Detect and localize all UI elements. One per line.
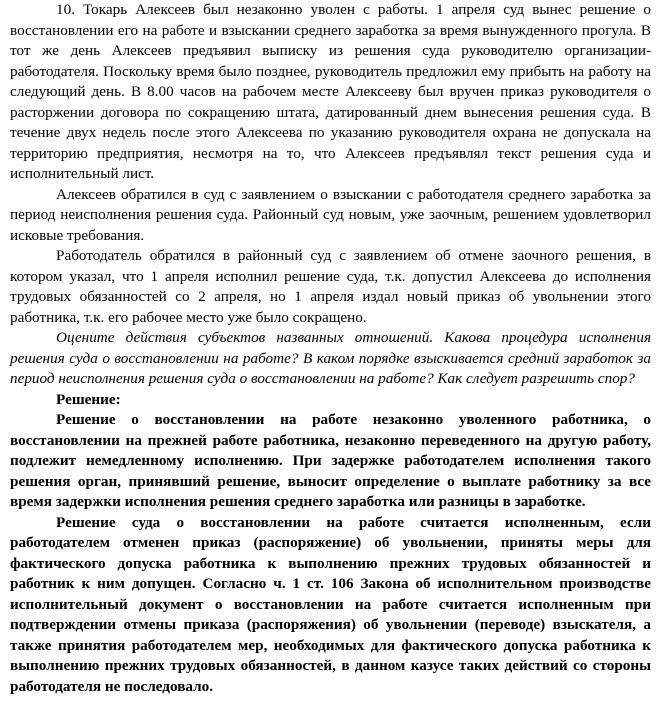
solution-paragraph-2: Решение суда о восстановлении на работе считается исполненным, если работодателем отменен приказ (распоряжение) об увольнении, приняты меры для фактического допуска работника к выполнению прежних трудовых обязанностей и работник к ним допущен. Согласно ч. 1 ст. 106 Закона об исполнительном производстве исполнительный документ о восстановлении на работе считается исполненным при подтверждении отмены приказа (распоряжения) об увольнении (переводе) взыскателя, а также принятия работодателем мер, необходимых для фактического допуска работника к выполнению прежних трудовых обязанностей, в данном казусе таких действий со стороны работодателя не последовало. xyxy=(10,513,651,695)
solution-paragraph-1: Решение о восстановлении на работе незаконно уволенного работника, о восстановлении на прежней работе работника, незаконно переведенного на другую работу, подлежит немедленному исполнению. При задержке работодателем исполнения такого решения орган, принявший решение, выносит определение о выплате работнику за все время задержки исполнения решения среднего заработка или разницы в заработке. xyxy=(10,411,651,510)
solution-heading: Решение: xyxy=(56,390,121,408)
task-questions: Оцените действия субъектов названных отношений. Какова процедура исполнения решения суда о восстановлении на работе? В каком порядке взыскивается средний заработок за период неисполнения решения суда о восстановлении на работе? Как следует разрешить спор? xyxy=(10,329,651,387)
task-paragraph-1 xyxy=(10,0,651,185)
task-paragraph-3: Работодатель обратился в районный суд с заявлением об отмене заочного решения, в котором указал, что 1 апреля исполнил решение суда, т.к. допустил Алексеева до исполнения трудовых обязанностей со 2 апреля, но 1 апреля издал новый приказ об увольнении этого работника, т.к. его рабочее место уже было сокращено. xyxy=(10,247,651,326)
task-number: 10. xyxy=(56,1,75,18)
task-text-1: Токарь Алексеев был незаконно уволен с работы. 1 апреля суд вынес решение о восстановлении его на работе и взыскании среднего заработка за время вынужденного прогула. В тот же день Алексеев предъявил выписку из решения суда руководителю организации-работодателя. Поскольку время было позднее, руководитель предложил ему прибыть на работу на следующий день. В 8.00 часов на рабочем месте Алексееву был вручен приказ руководителя о расторжении договора по сокращению штата, датированный днем вынесения решения суда. В течение двух недель после этого Алексеева по указанию руководителя охрана не допускала на территорию предприятия, несмотря на то, что Алексеев предъявлял текст решения суда и исполнительный лист. xyxy=(10,1,652,182)
task-paragraph-2: Алексеев обратился в суд с заявлением о взыскании с работодателя среднего заработка за период неисполнения решения суда. Районный суд новым, уже заочным, решением удовлетворил исковые требования. xyxy=(10,185,651,244)
